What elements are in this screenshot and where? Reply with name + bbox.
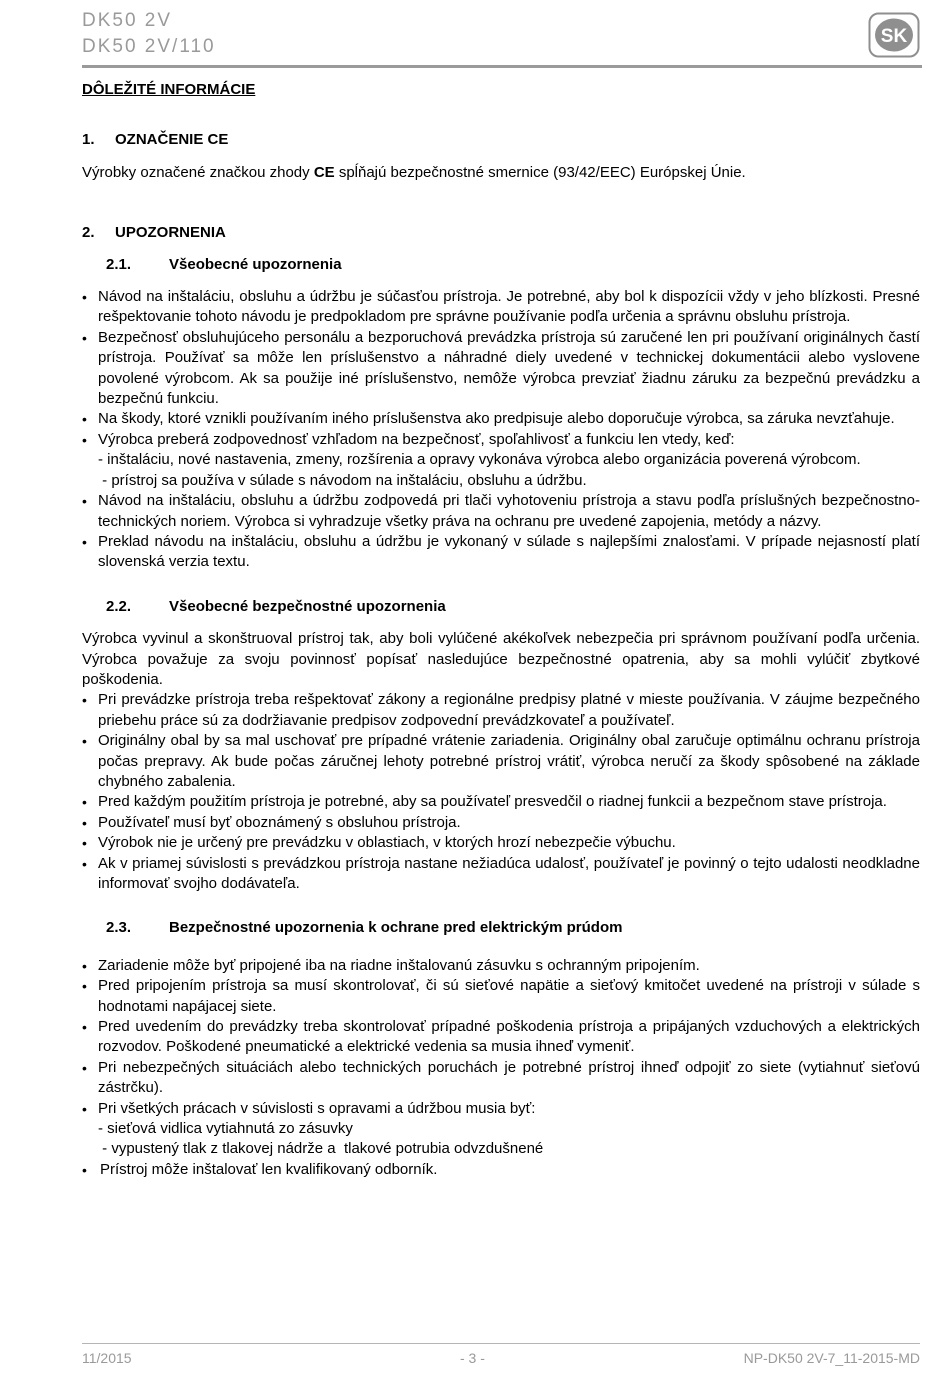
ce-mark: CE xyxy=(313,163,335,181)
section-number: 2. xyxy=(82,224,95,242)
subsection-title: Všeobecné bezpečnostné upozornenia xyxy=(169,597,446,615)
footer-divider xyxy=(82,1343,920,1344)
list-item: • Používateľ musí byť oboznámený s obsluhou prístroja. xyxy=(82,813,920,833)
general-warnings-list xyxy=(82,287,920,573)
subsection-number: 2.2. xyxy=(106,597,132,615)
sub-item: - vypustený tlak z tlakovej nádrže a tlakové potrubia odvzdušnené xyxy=(98,1140,544,1158)
list-item: • Zariadenie môže byť pripojené iba na riadne inštalovanú zásuvku s ochranným pripojením. xyxy=(82,956,920,976)
subsection-title: Bezpečnostné upozornenia k ochrane pred elektrickým prúdom xyxy=(169,919,623,937)
electrical-safety-list xyxy=(82,956,920,1180)
list-item: • Preklad návodu na inštaláciu, obsluhu a údržbu je vykonaný v súlade s najlepšími znalosťami. V prípade nejasností platí slovenská verzia textu. xyxy=(82,532,920,573)
subsection-number: 2.1. xyxy=(106,255,132,273)
list-item: • Pred uvedením do prevádzky treba skontrolovať prípadné poškodenia prístroja a pripájaných vzduchových a elektrických rozvodov. Poškodené pneumatické a elektrické vedenia sa musia ihneď vymeniť. xyxy=(82,1017,920,1058)
model-name-line-1: DK50 2V xyxy=(82,10,173,31)
list-item-text: Pri všetkých prácach v súvislosti s opravami a údržbou musia byť: xyxy=(98,1099,536,1117)
page-header xyxy=(82,8,922,68)
list-item: • Prístroj môže inštalovať len kvalifikovaný odborník. xyxy=(82,1160,920,1180)
list-item-text: Výrobca preberá zodpovednosť vzhľadom na bezpečnosť, spoľahlivosť a funkciu len vtedy, keď: xyxy=(98,430,735,448)
list-item: • Bezpečnosť obsluhujúceho personálu a bezporuchová prevádzka prístroja sú zaručené len pri používaní originálnych častí prístroja. Používať sa môže len príslušenstvo a náhradné diely uvedené v technickej dokumentácii alebo vyslovene povolené výrobcom. Ak sa použije iné príslušenstvo, nemôže výrobca prevziať žiadnu záruku za bezpečnú prevádzku a bezpečnú funkciu. xyxy=(82,328,920,410)
safety-warnings-list xyxy=(82,690,920,894)
section-2-1-heading xyxy=(106,255,920,275)
sub-item: - prístroj sa používa v súlade s návodom na inštaláciu, obsluhu a údržbu. xyxy=(98,471,587,489)
page-number: - 3 - xyxy=(460,1350,485,1366)
page-footer xyxy=(82,1346,920,1366)
sk-logo-icon xyxy=(868,12,920,58)
list-item xyxy=(82,430,920,491)
section-2-3-heading xyxy=(106,918,920,938)
section-number: 1. xyxy=(82,131,95,149)
list-item: • Na škody, ktoré vznikli používaním iného príslušenstva ako predpisuje alebo doporučuje výrobca, sa záruka nevzťahuje. xyxy=(82,409,920,429)
list-item: • Pred pripojením prístroja sa musí skontrolovať, či sú sieťové napätie a sieťový kmitočet uvedené na prístroji v súlade s hodnotami napájacej siete. xyxy=(82,976,920,1017)
list-item: • Výrobok nie je určený pre prevádzku v oblastiach, v ktorých hrozí nebezpečie výbuchu. xyxy=(82,833,920,853)
section-title: UPOZORNENIA xyxy=(115,224,226,242)
sub-item: - sieťová vidlica vytiahnutá zo zásuvky xyxy=(98,1120,353,1138)
list-item xyxy=(82,1099,920,1160)
document-id: NP-DK50 2V-7_11-2015-MD xyxy=(743,1350,920,1366)
section-2-2-heading xyxy=(106,597,920,617)
section-title: OZNAČENIE CE xyxy=(115,131,229,149)
list-item: • Originálny obal by sa mal uschovať pre prípadné vrátenie zariadenia. Originálny obal zaručuje optimálnu ochranu prístroja počas prepravy. Ak bude počas záručnej lehoty potrebné prístroj vrátiť, výrobca neručí za škody spôsobené na základe chybného zabalenia. xyxy=(82,731,920,792)
header-divider xyxy=(82,65,922,68)
section-1-heading xyxy=(82,130,920,150)
document-body xyxy=(82,80,920,1180)
sub-item: - inštaláciu, nové nastavenia, zmeny, rozšírenia a opravy vykonáva výrobca alebo organizácia poverená výrobcom. xyxy=(98,451,861,469)
safety-intro-paragraph: Výrobca vyvinul a skonštruoval prístroj tak, aby boli vylúčené akékoľvek nebezpečia pri správnom používaní podľa určenia. Výrobca považuje za svoju povinnosť popísať nasledujúce bezpečnostné opatrenia, aby sa mohli vylúčiť zbytkové poškodenia. xyxy=(82,630,920,688)
document-title: DÔLEŽITÉ INFORMÁCIE xyxy=(82,81,256,98)
list-item: • Pri nebezpečných situáciách alebo technických poruchách je potrebné prístroj ihneď odpojiť zo siete (vytiahnuť sieťovú zástrčku). xyxy=(82,1058,920,1099)
svg-text:SK: SK xyxy=(880,26,908,47)
subsection-number: 2.3. xyxy=(106,919,132,937)
list-item: • Pri prevádzke prístroja treba rešpektovať zákony a regionálne predpisy platné v mieste používania. V záujme bezpečného priebehu práce sú za dodržiavanie predpisov zodpovední prevádzkovateľ a používateľ. xyxy=(82,690,920,731)
subsection-title: Všeobecné upozornenia xyxy=(169,255,342,273)
footer-date: 11/2015 xyxy=(82,1350,132,1366)
list-item: • Ak v priamej súvislosti s prevádzkou prístroja nastane nežiadúca udalosť, používateľ je povinný o tejto udalosti neodkladne informovať svojho dodávateľa. xyxy=(82,854,920,895)
section-2-heading xyxy=(82,223,920,243)
model-name-line-2: DK50 2V/110 xyxy=(82,36,216,57)
ce-marking-text: Výrobky označené značkou zhody CE spĺňajú bezpečnostné smernice (93/42/EEC) Európskej Únie. xyxy=(82,163,746,181)
list-item: • Pred každým použitím prístroja je potrebné, aby sa používateľ presvedčil o riadnej funkcii a bezpečnom stave prístroja. xyxy=(82,792,920,812)
list-item: • Návod na inštaláciu, obsluhu a údržbu je súčasťou prístroja. Je potrebné, aby bol k dispozícii vždy v jeho blízkosti. Presné rešpektovanie tohoto návodu je predpokladom pre správne používanie podľa určenia a správnu obsluhu prístroja. xyxy=(82,287,920,328)
list-item: • Návod na inštaláciu, obsluhu a údržbu zodpovedá pri tlači vyhotoveniu prístroja a stavu podľa príslušných bezpečnostno-technických noriem. Výrobca si vyhradzuje všetky práva na ochranu pre uvedené zapojenia, metódy a názvy. xyxy=(82,491,920,532)
